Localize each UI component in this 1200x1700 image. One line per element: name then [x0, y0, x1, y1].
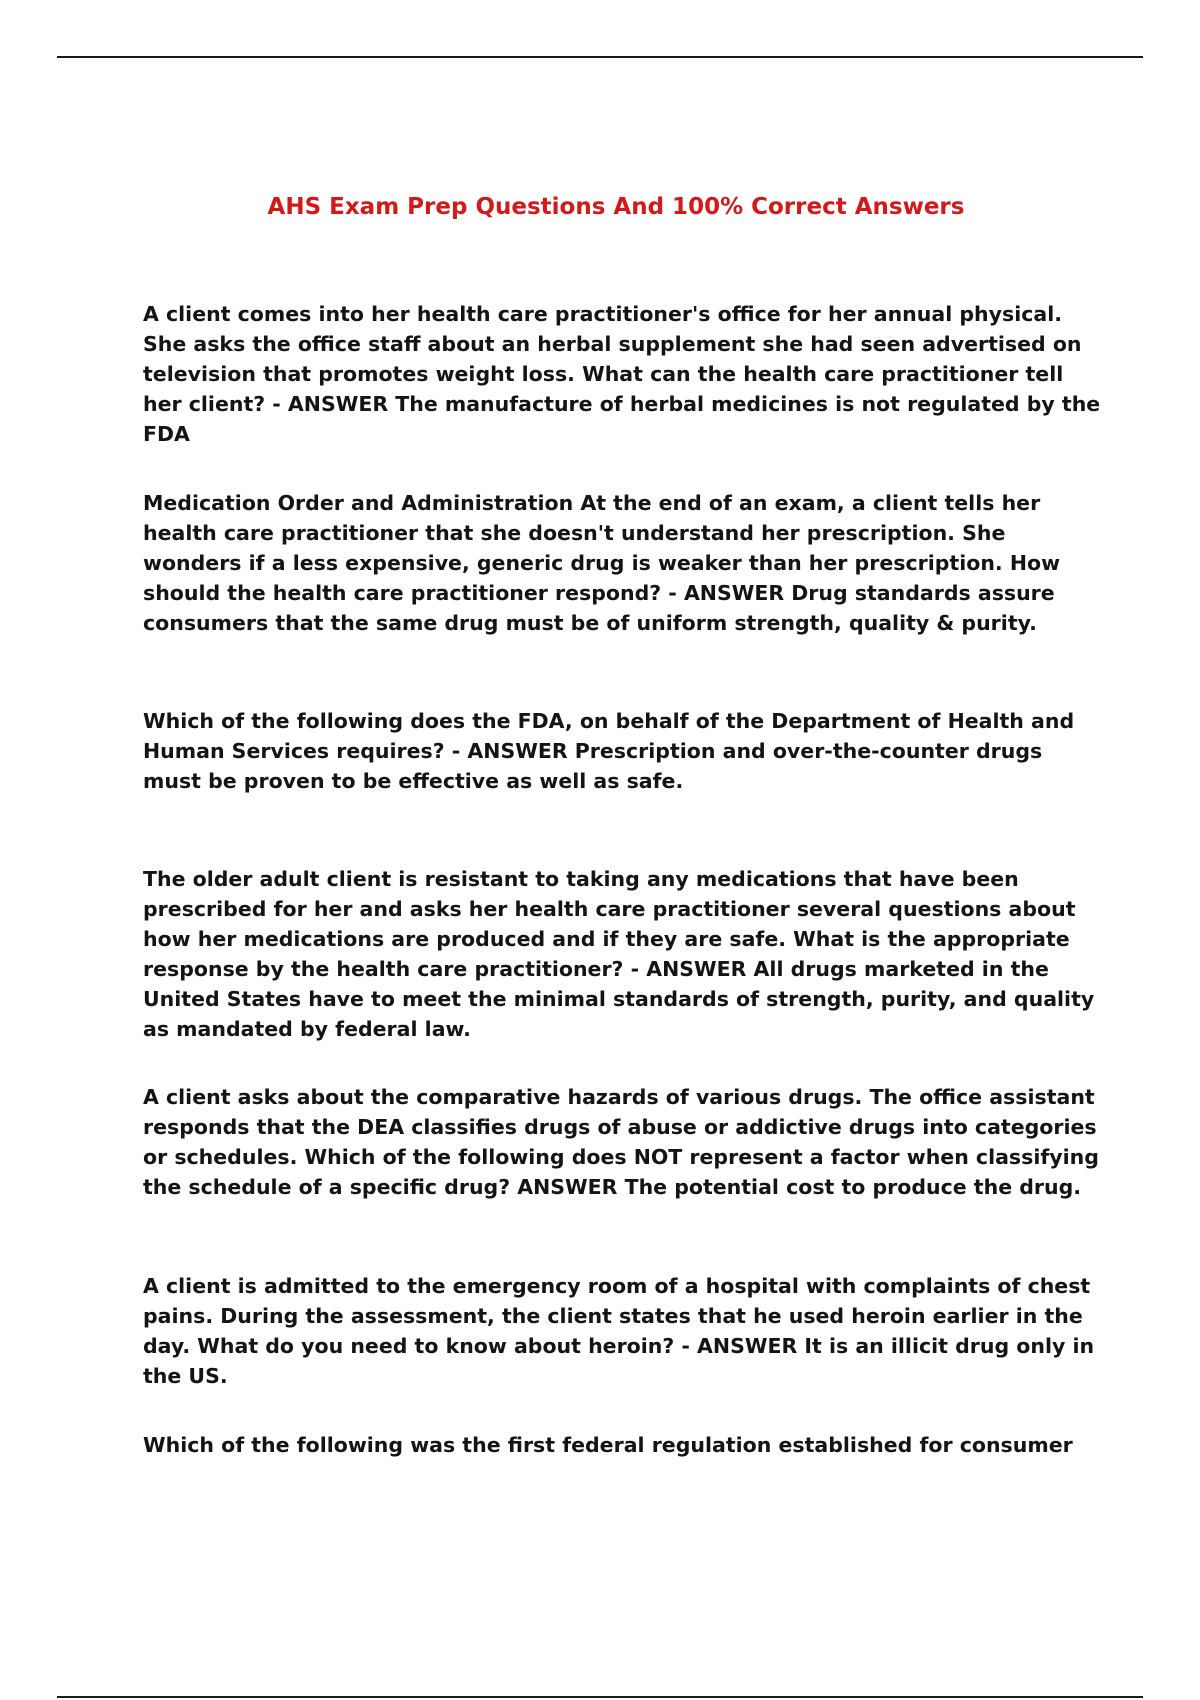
qa-item-7: Which of the following was the first federal regulation established for consumer	[143, 1433, 1073, 1457]
qa-item-3: Which of the following does the FDA, on behalf of the Department of Health and Human Services requires? - ANSWER Prescription and over-the-counter drugs must be proven to be effective as well as safe.	[143, 709, 1075, 793]
top-divider	[57, 56, 1143, 58]
qa-item-2: Medication Order and Administration At the end of an exam, a client tells her health care practitioner that she doesn't understand her prescription. She wonders if a less expensive, generic drug is weaker than her prescription. How should the health care practitioner respond? - ANSWER Drug standards assure consumers that the same drug must be of uniform strength, quality & purity.	[143, 491, 1061, 635]
qa-item-5: A client asks about the comparative hazards of various drugs. The office assistant responds that the DEA classifies drugs of abuse or addictive drugs into categories or schedules. Which of the following does NOT represent a factor when classifying the schedule of a specific drug? ANSWER The potential cost to produce the drug.	[143, 1085, 1099, 1199]
document-title: AHS Exam Prep Questions And 100% Correct Answers	[267, 194, 965, 220]
bottom-divider	[57, 1696, 1143, 1698]
qa-item-4: The older adult client is resistant to taking any medications that have been prescribed for her and asks her health care practitioner several questions about how her medications are produced and if they are safe. What is the appropriate response by the health care practitioner? - ANSWER All drugs marketed in the United States have to meet the minimal standards of strength, purity, and quality as mandated by federal law.	[143, 867, 1095, 1041]
qa-item-1: A client comes into her health care practitioner's office for her annual physical. She asks the office staff about an herbal supplement she had seen advertised on television that promotes weight loss. What can the health care practitioner tell her client? - ANSWER The manufacture of herbal medicines is not regulated by the FDA	[143, 302, 1101, 446]
qa-item-6: A client is admitted to the emergency room of a hospital with complaints of chest pains. During the assessment, the client states that he used heroin earlier in the day. What do you need to know about heroin? - ANSWER It is an illicit drug only in the US.	[143, 1274, 1095, 1388]
